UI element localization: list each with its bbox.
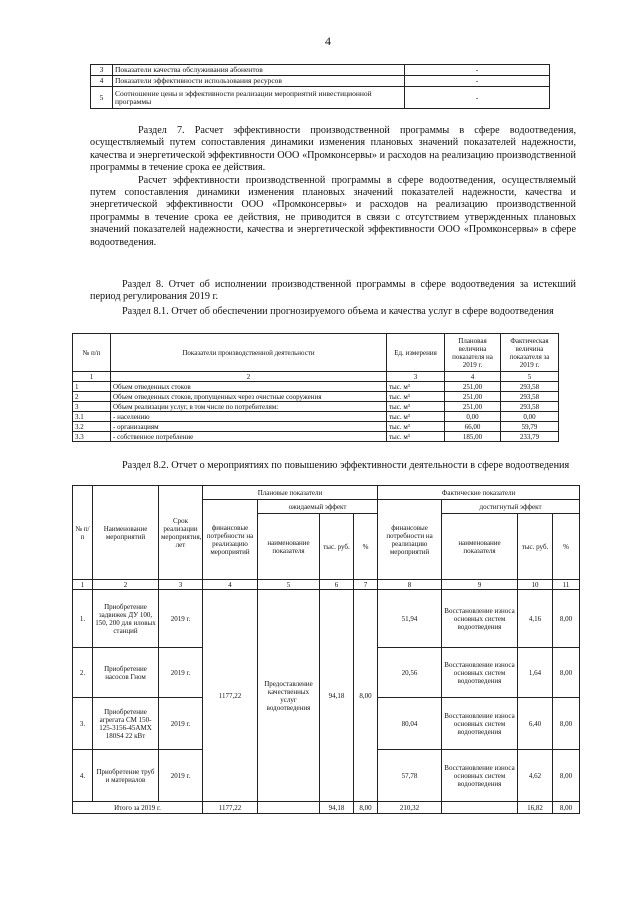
header-fact-fin: финансовые потребности на реализацию мероприятий [378,500,442,580]
table-row [91,87,550,109]
total-fact-pct: 8,00 [553,802,580,814]
table-row [73,402,559,412]
total-plan-effect-name [258,802,320,814]
header-fact: Фактическая величина показателя за 2019 г. [501,334,559,372]
column-number: 11 [553,580,580,590]
column-number: 5 [501,372,559,382]
row-name: - собственное потребление [111,432,387,442]
row-name: Объем отведенных стоков, пропущенных через очистные сооружения [111,392,387,402]
row-fact-fin: 51,94 [378,590,442,648]
row-term: 2019 г. [159,590,203,648]
row-value: - [405,87,550,109]
row-unit: тыс. м³ [387,432,445,442]
section-7-paragraph-1: Раздел 7. Расчет эффективности производственной программы в сфере водоотведения, осуществляемый путем сопоставления динамики изменения плановых значений показателей надежности, качества и энергетической эффективности ООО «Промконсервы» и расходов на реализацию производственной программы в течение срока ее действия. [90,125,576,174]
row-plan: 185,00 [445,432,501,442]
header-fact-rub: тыс. руб. [518,514,553,580]
column-number: 10 [518,580,553,590]
table-8-1 [72,333,559,442]
header-fact-effect-name: наименование показателя [442,514,518,580]
total-plan-fin: 1177,22 [203,802,258,814]
table-row [73,382,559,392]
row-number: 2 [73,392,111,402]
table-row [91,65,550,76]
header-fact-effect: достигнутый эффект [442,500,580,514]
plan-rub-merged: 94,18 [320,590,354,802]
column-number: 3 [387,372,445,382]
plan-effect-name-merged: Предоставление качественных услуг водоотведения [258,590,320,802]
row-number: 3.3 [73,432,111,442]
row-name: - организациям [111,422,387,432]
header-plan-pct: % [354,514,378,580]
row-unit: тыс. м³ [387,382,445,392]
total-plan-pct: 8,00 [354,802,378,814]
row-name: - населению [111,412,387,422]
section-7 [90,125,576,249]
row-name: Показатели эффективности использования ресурсов [113,76,405,87]
total-fact-effect-name [442,802,518,814]
row-number: 3 [91,65,113,76]
table-row [73,412,559,422]
header-plan-fin: финансовые потребности на реализацию мероприятий [203,500,258,580]
section-8-1-title: Раздел 8.1. Отчет об обеспечении прогнозируемого объема и качества услуг в сфере водоотведения [122,306,554,317]
total-fact-fin: 210,32 [378,802,442,814]
section-7-paragraph-2: Расчет эффективности производственной программы в сфере водоотведения, осуществляемый путем сопоставления динамики изменения плановых значений показателей надежности, качества и энергетической эффективности ООО «Промконсервы» и расходов на реализацию производственной программы в течение срока ее действия, не приводится в связи с отсутствием утвержденных плановых значений показателей надежности, качества и энергетической эффективности ООО «Промконсервы» в сфере водоотведения. [90,174,576,248]
plan-fin-merged: 1177,22 [203,590,258,802]
column-number: 2 [93,580,159,590]
row-number: 1 [73,382,111,392]
row-fact: 293,58 [501,392,559,402]
header-plan-effect-name: наименование показателя [258,514,320,580]
table-row [73,432,559,442]
row-rub: 6,40 [518,698,553,750]
row-unit: тыс. м³ [387,412,445,422]
row-fact: 293,58 [501,402,559,412]
row-plan: 251,00 [445,392,501,402]
column-number: 3 [159,580,203,590]
table-header-row [73,486,580,500]
row-fact-fin: 80,04 [378,698,442,750]
row-unit: тыс. м³ [387,402,445,412]
row-effect: Восстановление износа основных систем водоотведения [442,590,518,648]
total-fact-rub: 16,82 [518,802,553,814]
header-unit: Ед. измерения [387,334,445,372]
section-8-title: Раздел 8. Отчет об исполнении производственной программы в сфере водоотведения за истекший период регулирования 2019 г. [90,279,576,303]
section-8-2-title: Раздел 8.2. Отчет о мероприятиях по повышению эффективности деятельности в сфере водоотведения [122,460,570,471]
row-number: 3 [73,402,111,412]
row-fact: 0,00 [501,412,559,422]
column-number: 7 [354,580,378,590]
row-name: Приобретение задвижек ДУ 100, 150, 200 для иловых станций [93,590,159,648]
column-number: 4 [203,580,258,590]
column-number: 4 [445,372,501,382]
row-pct: 8,00 [553,698,580,750]
row-name: Приобретение труб и материалов [93,750,159,802]
table-row [73,590,580,648]
row-plan: 251,00 [445,402,501,412]
row-plan: 0,00 [445,412,501,422]
row-fact-fin: 20,56 [378,648,442,698]
row-value: - [405,65,550,76]
row-fact: 293,58 [501,382,559,392]
header-num: № п/п [73,486,93,580]
header-plan: Плановая величина показателя на 2019 г. [445,334,501,372]
row-unit: тыс. м³ [387,422,445,432]
row-unit: тыс. м³ [387,392,445,402]
table-row [73,422,559,432]
header-term: Срок реализации мероприятия, лет [159,486,203,580]
column-number: 2 [111,372,387,382]
row-fact: 59,79 [501,422,559,432]
top-indicators-table [90,64,550,109]
row-plan: 66,00 [445,422,501,432]
header-fact-pct: % [553,514,580,580]
row-effect: Восстановление износа основных систем водоотведения [442,698,518,750]
row-rub: 1,64 [518,648,553,698]
row-number: 4. [73,750,93,802]
row-name: Объем отведенных стоков [111,382,387,392]
plan-pct-merged: 8,00 [354,590,378,802]
header-plan-effect: ожидаемый эффект [258,500,378,514]
row-name: Объем реализации услуг, в том числе по потребителям: [111,402,387,412]
table-row [73,392,559,402]
page-number: 4 [325,34,331,48]
column-number: 6 [320,580,354,590]
row-fact: 233,79 [501,432,559,442]
row-number: 3.1 [73,412,111,422]
column-number-row [73,580,580,590]
row-rub: 4,16 [518,590,553,648]
row-rub: 4,62 [518,750,553,802]
row-term: 2019 г. [159,698,203,750]
table-header-row [73,334,559,372]
column-number: 1 [73,372,111,382]
row-name: Приобретение насосов Гном [93,648,159,698]
header-plan-group: Плановые показатели [203,486,378,500]
column-number: 5 [258,580,320,590]
row-number: 1. [73,590,93,648]
column-number: 1 [73,580,93,590]
row-fact-fin: 57,78 [378,750,442,802]
row-plan: 251,00 [445,382,501,392]
row-effect: Восстановление износа основных систем водоотведения [442,648,518,698]
row-term: 2019 г. [159,750,203,802]
row-number: 3. [73,698,93,750]
header-name: Показатели производственной деятельности [111,334,387,372]
header-fact-group: Фактические показатели [378,486,580,500]
total-plan-rub: 94,18 [320,802,354,814]
table-total-row [73,802,580,814]
row-number: 5 [91,87,113,109]
row-name: Показатели качества обслуживания абонентов [113,65,405,76]
table-row [91,76,550,87]
row-effect: Восстановление износа основных систем водоотведения [442,750,518,802]
row-name: Приобретение агрегата СМ 150-125-3156-45АМХ 180S4 22 кВт [93,698,159,750]
row-pct: 8,00 [553,648,580,698]
table-8-2 [72,485,580,814]
row-pct: 8,00 [553,750,580,802]
header-name: Наименование мероприятий [93,486,159,580]
row-term: 2019 г. [159,648,203,698]
column-number: 9 [442,580,518,590]
header-plan-rub: тыс. руб. [320,514,354,580]
total-label: Итого за 2019 г. [73,802,203,814]
row-number: 2. [73,648,93,698]
row-name: Соотношение цены и эффективности реализации мероприятий инвестиционной программы [113,87,405,109]
column-number: 8 [378,580,442,590]
row-value: - [405,76,550,87]
row-number: 4 [91,76,113,87]
row-number: 3.2 [73,422,111,432]
row-pct: 8,00 [553,590,580,648]
header-num: № п/п [73,334,111,372]
column-number-row [73,372,559,382]
